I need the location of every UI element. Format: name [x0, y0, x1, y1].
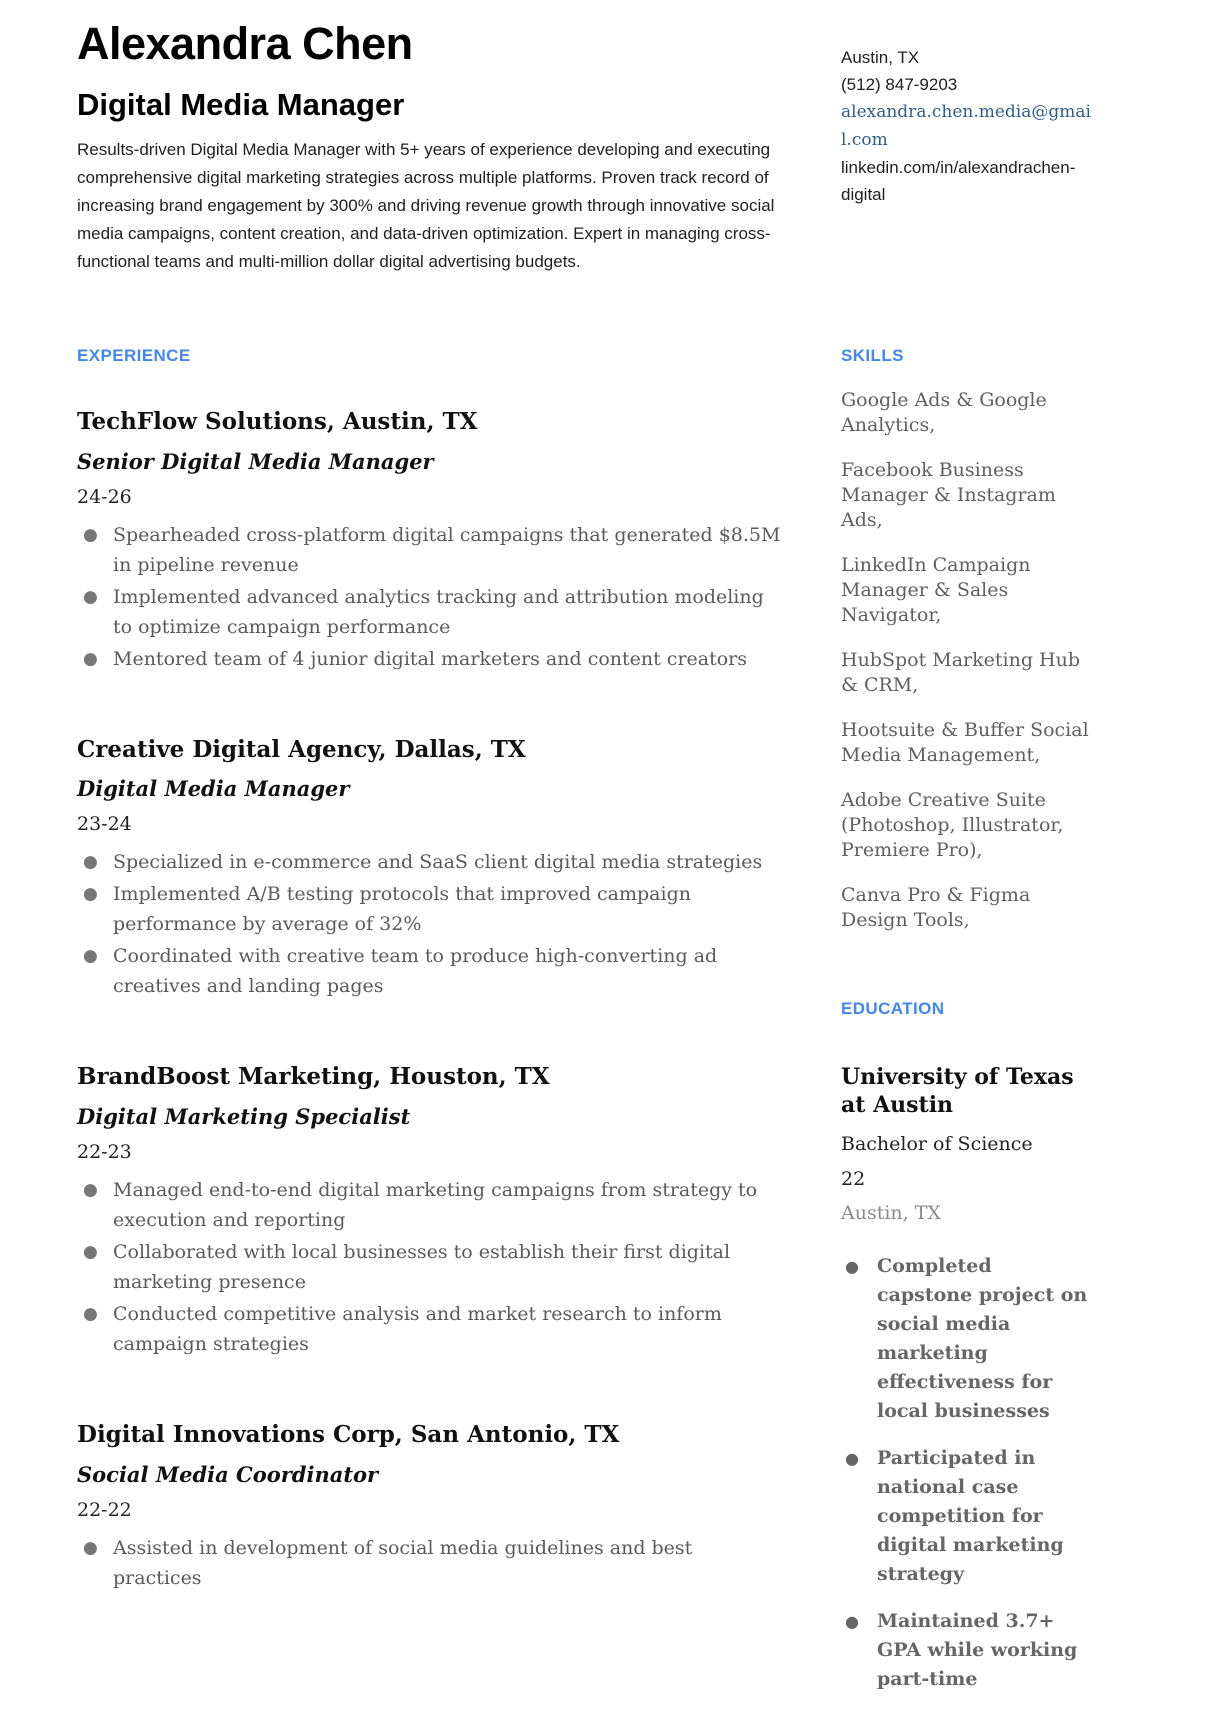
skills-list: [841, 388, 1093, 933]
skill-item: Google Ads & Google Analytics,: [841, 388, 1047, 436]
degree: Bachelor of Science: [841, 1132, 1033, 1155]
bullet-item: [77, 582, 782, 642]
skill-item: HubSpot Marketing Hub & CRM,: [841, 648, 1081, 696]
bullet-dot: ●: [845, 1256, 859, 1276]
skill-item: Facebook Business Manager & Instagram Ads,: [841, 458, 1056, 531]
job-title: Digital Media Manager: [77, 776, 350, 802]
bullet-text: Spearheaded cross-platform digital campaigns that generated $8.5M in pipeline revenue: [113, 523, 781, 576]
bullet-dot: ●: [83, 1304, 98, 1325]
contact-email-row: [841, 98, 1093, 154]
skill-item: LinkedIn Campaign Manager & Sales Navigator,: [841, 553, 1031, 626]
summary-paragraph: Results-driven Digital Media Manager with 5+ years of experience developing and executing comprehensive digital marketing strategies across multiple platforms. Proven track record of increasing brand engagement by 300% and driving revenue growth through innovative social media campaigns, content creation, and data-driven optimization. Expert in managing cross-functional teams and multi-million dollar digital advertising budgets.: [77, 139, 775, 271]
person-name: Alexandra Chen: [77, 18, 413, 69]
person-title: Digital Media Manager: [77, 86, 405, 122]
bullet-item: [841, 1252, 1093, 1426]
bullet-item: [77, 879, 782, 939]
job-title: Social Media Coordinator: [77, 1461, 379, 1487]
bullet-item: [77, 1299, 782, 1359]
bullet-item: [841, 1444, 1093, 1589]
header-left: [77, 18, 782, 276]
skills-heading: SKILLS: [841, 345, 904, 365]
bullet-dot: ●: [83, 1180, 98, 1201]
bullet-text: Mentored team of 4 junior digital marketers and content creators: [113, 647, 748, 670]
bullet-dot: ●: [83, 946, 98, 967]
company-name: Creative Digital Agency, Dallas, TX: [77, 735, 526, 763]
company-name: TechFlow Solutions, Austin, TX: [77, 407, 478, 435]
bullet-dot: ●: [83, 586, 98, 607]
bullet-dot: ●: [83, 884, 98, 905]
job-dates: 22-23: [77, 1141, 132, 1164]
bullet-text: Implemented advanced analytics tracking and attribution modeling to optimize campaign performance: [113, 585, 764, 638]
job-dates: 23-24: [77, 813, 132, 836]
contact-location: Austin, TX: [841, 48, 920, 67]
main-area: [77, 346, 1147, 1712]
school-name: University of Texas at Austin: [841, 1063, 1074, 1118]
bullet-item: [841, 1607, 1093, 1694]
bullet-item: [77, 644, 782, 674]
job-dates: 22-22: [77, 1498, 132, 1521]
bullet-dot: ●: [845, 1611, 859, 1631]
bullet-dot: ●: [83, 524, 98, 545]
job-entry: [77, 1421, 782, 1593]
bullet-text: Implemented A/B testing protocols that improved campaign performance by average of 32%: [113, 883, 691, 936]
bullet-text: Assisted in development of social media guidelines and best practices: [113, 1536, 693, 1589]
company-name: BrandBoost Marketing, Houston, TX: [77, 1063, 550, 1091]
contact-linkedin: linkedin.com/in/alexandrachen-digital: [841, 158, 1076, 204]
skill-item: Adobe Creative Suite (Photoshop, Illustrator, Premiere Pro),: [841, 788, 1064, 861]
bullet-dot: ●: [83, 1242, 98, 1263]
job-entry: [77, 408, 782, 674]
job-entry: [77, 736, 782, 1002]
job-title: Senior Digital Media Manager: [77, 448, 434, 474]
job-bullet-list: [77, 1175, 782, 1359]
job-entry: [77, 1063, 782, 1359]
job-title: Digital Marketing Specialist: [77, 1104, 411, 1130]
bullet-dot: ●: [845, 1448, 859, 1468]
bullet-item: [77, 1175, 782, 1235]
education-dates: 22: [841, 1167, 866, 1190]
bullet-dot: ●: [83, 1537, 98, 1558]
bullet-item: [77, 847, 782, 877]
sidebar-column: [841, 346, 1093, 1712]
bullet-dot: ●: [83, 852, 98, 873]
education-heading: EDUCATION: [841, 998, 945, 1018]
education-location: Austin, TX: [841, 1201, 941, 1224]
header-area: [77, 18, 1147, 276]
bullet-item: [77, 520, 782, 580]
skill-item: Canva Pro & Figma Design Tools,: [841, 883, 1031, 931]
job-bullet-list: [77, 847, 782, 1001]
education-section: [841, 999, 1093, 1694]
email-link[interactable]: alexandra.chen.media@gmail.com: [841, 102, 1091, 150]
bullet-item: [77, 941, 782, 1001]
experience-heading: EXPERIENCE: [77, 345, 191, 365]
job-bullet-list: [77, 520, 782, 674]
bullet-text: Managed end-to-end digital marketing campaigns from strategy to execution and reporting: [113, 1179, 758, 1232]
contact-phone: (512) 847-9203: [841, 75, 958, 94]
bullet-dot: ●: [83, 648, 98, 669]
bullet-text: Completed capstone project on social media marketing effectiveness for local businesses: [877, 1254, 1088, 1422]
bullet-text: Coordinated with creative team to produce high-converting ad creatives and landing pages: [113, 945, 718, 998]
bullet-text: Specialized in e-commerce and SaaS client digital media strategies: [113, 851, 763, 874]
contact-block: [841, 44, 1093, 276]
bullet-text: Maintained 3.7+ GPA while working part-time: [877, 1609, 1078, 1690]
bullet-text: Conducted competitive analysis and market research to inform campaign strategies: [113, 1303, 722, 1356]
bullet-item: [77, 1237, 782, 1297]
company-name: Digital Innovations Corp, San Antonio, TX: [77, 1421, 620, 1449]
skill-item: Hootsuite & Buffer Social Media Management,: [841, 718, 1089, 766]
education-bullet-list: [841, 1252, 1093, 1694]
bullet-text: Participated in national case competition for digital marketing strategy: [877, 1446, 1064, 1585]
experience-column: [77, 346, 782, 1712]
job-dates: 24-26: [77, 485, 132, 508]
bullet-text: Collaborated with local businesses to establish their first digital marketing presence: [113, 1241, 731, 1294]
